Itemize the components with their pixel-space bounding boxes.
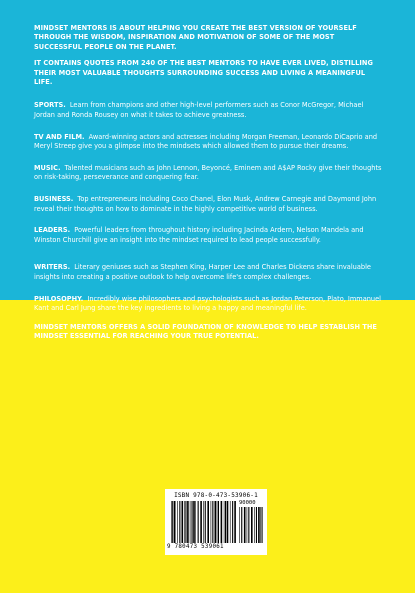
barcode-bar	[258, 507, 260, 543]
section-label: PHILOSOPHY.	[34, 294, 84, 303]
back-cover-text	[34, 24, 384, 342]
barcode-bar	[224, 501, 225, 543]
barcode-bar	[193, 501, 195, 543]
barcode-bar	[241, 507, 242, 543]
intro-paragraph-1: MINDSET MENTORS IS ABOUT HELPING YOU CREATE THE BEST VERSION OF YOURSELF THROUGH THE WISDOM, INSPIRATION AND MOTIVATION OF SOME OF THE MOST SUCCESSFUL PEOPLE ON THE PLANET.	[34, 24, 357, 51]
section-label: BUSINESS.	[34, 195, 74, 203]
section-label: LEADERS.	[34, 226, 71, 235]
section-leaders	[34, 226, 384, 245]
intro-paragraph-2: IT CONTAINS QUOTES FROM 240 OF THE BEST MENTORS TO HAVE EVER LIVED, DISTILLING THEIR MOST VALUABLE THOUGHTS SURROUNDING SUCCESS AND LIVING A MEANINGFUL LIFE.	[34, 59, 373, 87]
section-label: MUSIC.	[34, 163, 61, 172]
barcode-bar	[254, 507, 255, 543]
section-text: Top entrepreneurs including Coco Chanel, Elon Musk, Andrew Carnegie and Daymond John reveal their thoughts on how to dominate in the highly competitive world of business.	[34, 195, 377, 213]
barcode-bar	[234, 501, 236, 543]
section-label: TV AND FILM.	[34, 132, 85, 141]
barcode-bar	[203, 501, 204, 543]
section-label: SPORTS.	[34, 101, 66, 110]
barcode-bar	[190, 501, 191, 543]
barcode-bar	[215, 501, 217, 543]
barcode-bar	[260, 507, 261, 543]
price-addon-code: 90000	[239, 500, 256, 506]
barcode-bar	[227, 501, 229, 543]
section-sports	[34, 101, 384, 120]
section-tv-and-film	[34, 133, 384, 152]
section-text: Learn from champions and other high-level performers such as Conor McGregor, Michael Jordan and Ronda Rousey on what it takes to achieve greatness.	[34, 101, 364, 120]
barcode-bar	[207, 501, 209, 543]
barcode-bar	[256, 507, 257, 543]
barcode-bar	[251, 507, 253, 543]
section-writers	[34, 263, 384, 282]
ean-barcode-bars	[171, 501, 237, 543]
section-text: Incredibly wise philosophers and psychologists such as Jordan Peterson, Plato, Immanuel Kant and Carl Jung share the key ingredients to living a happy and meaningful life.	[34, 294, 381, 313]
barcode-bar	[172, 501, 173, 543]
barcode-bar	[187, 501, 189, 543]
barcode-bar	[221, 501, 223, 543]
section-text: Talented musicians such as John Lennon, Beyoncé, Eminem and A$AP Rocky give their thoughts on risk-taking, perseverance and conquering fear.	[34, 163, 382, 182]
barcode-digits: 9 780473 539061	[167, 544, 224, 550]
barcode-bar	[198, 501, 199, 543]
barcode-bar	[262, 507, 263, 543]
barcode-bar	[177, 501, 178, 543]
barcode-bar	[184, 501, 185, 543]
barcode-bar	[212, 501, 213, 543]
section-label: WRITERS.	[34, 263, 71, 272]
barcode-bar	[200, 501, 202, 543]
isbn-barcode	[165, 489, 267, 555]
barcode-bar	[217, 501, 218, 543]
barcode-bar	[232, 501, 233, 543]
barcode-bar	[192, 501, 193, 543]
section-text: Powerful leaders from throughout history including Jacinda Ardern, Nelson Mandela and Winston Churchill give an insight into the mindset required to lead people successfully.	[34, 226, 364, 244]
barcode-bar	[185, 501, 186, 543]
barcode-bar	[174, 501, 176, 543]
isbn-number: ISBN 978-0-473-53906-1	[174, 492, 258, 499]
barcode-bar	[225, 501, 226, 543]
barcode-bar	[248, 507, 249, 543]
barcode-bar	[211, 501, 212, 543]
addon-barcode-bars	[239, 507, 263, 543]
barcode-bar	[239, 507, 240, 543]
section-music	[34, 164, 384, 183]
closing-statement: MINDSET MENTORS OFFERS A SOLID FOUNDATION OF KNOWLEDGE TO HELP ESTABLISH THE MINDSET ESSENTIAL FOR REACHING YOUR TRUE POTENTIAL.	[34, 322, 377, 341]
section-philosophy	[34, 295, 384, 314]
barcode-bar	[205, 501, 206, 543]
barcode-bar	[195, 501, 196, 543]
section-text: Award-winning actors and actresses including Morgan Freeman, Leonardo DiCaprio and Meryl Streep give you a glimpse into the mindsets which allowed them to pursue their dreams.	[34, 132, 378, 151]
barcode-bar	[179, 501, 180, 543]
section-text: Literary geniuses such as Stephen King, Harper Lee and Charles Dickens share invaluable insights into creating a positive outlook to help overcome life's complex challenges.	[34, 263, 371, 281]
barcode-bar	[218, 501, 219, 543]
barcode-bar	[171, 501, 172, 543]
barcode-bar	[247, 507, 248, 543]
barcode-bar	[182, 501, 184, 543]
barcode-bar	[230, 501, 231, 543]
section-business	[34, 195, 384, 214]
barcode-bar	[244, 507, 246, 543]
